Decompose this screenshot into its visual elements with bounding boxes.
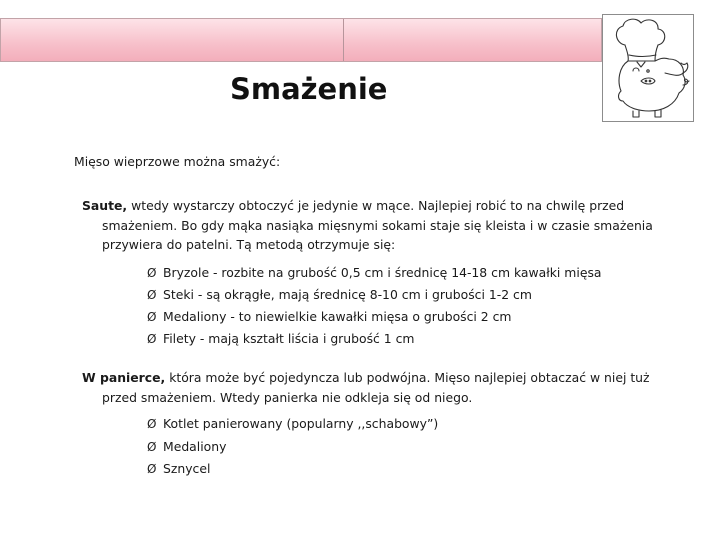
header-banner (0, 18, 602, 62)
list-item-text: Kotlet panierowany (popularny ,,schabowy”) (163, 416, 439, 431)
list-item (147, 284, 602, 306)
saute-line-1 (82, 196, 655, 216)
list-item-text: Steki - są okrągłe, mają średnicę 8-10 cm i grubości 1-2 cm (163, 287, 532, 302)
chef-pig-icon (603, 15, 695, 123)
arrow-bullet-icon: Ø (147, 310, 157, 324)
list-item-text: Medaliony - to niewielkie kawałki mięsa o grubości 2 cm (163, 309, 512, 324)
banner-divider (343, 19, 344, 61)
saute-line-1-text: wtedy wystarczy obtoczyć je jedynie w mące. Najlepiej robić to na chwilę przed (127, 198, 625, 213)
panierka-line-1-text: która może być pojedyncza lub podwójna. Mięso najlepiej obtaczać w niej tuż (165, 370, 650, 385)
arrow-bullet-icon: Ø (147, 417, 157, 431)
arrow-bullet-icon: Ø (147, 288, 157, 302)
arrow-bullet-icon: Ø (147, 439, 157, 454)
list-item (147, 328, 602, 350)
panierka-term: W panierce, (82, 370, 166, 385)
chef-pig-logo (602, 14, 694, 122)
page-title: Smażenie (230, 72, 388, 106)
saute-line-3: przywiera do patelni. Tą metodą otrzymuje się: (102, 237, 396, 252)
panierka-list (147, 413, 438, 481)
list-item (147, 262, 602, 284)
list-item-text: Sznycel (163, 461, 211, 476)
intro-text: Mięso wieprzowe można smażyć: (74, 154, 281, 169)
arrow-bullet-icon: Ø (147, 266, 157, 280)
panierka-line-2: przed smażeniem. Wtedy panierka nie odkleja się od niego. (102, 389, 473, 405)
list-item (147, 436, 438, 459)
list-item-text: Medaliony (163, 438, 227, 454)
saute-term: Saute, (82, 198, 128, 213)
panierka-paragraph (82, 368, 655, 407)
list-item (147, 458, 438, 481)
list-item (147, 306, 602, 328)
saute-list (147, 262, 602, 350)
saute-paragraph (82, 196, 655, 255)
arrow-bullet-icon: Ø (147, 332, 157, 346)
list-item-text: Bryzole - rozbite na grubość 0,5 cm i średnicę 14-18 cm kawałki mięsa (163, 265, 602, 280)
panierka-line-1 (82, 368, 655, 388)
list-item (147, 413, 438, 436)
saute-line-2: smażeniem. Bo gdy mąka nasiąka mięsnymi sokami staje się kleista i w czasie smażenia (102, 217, 653, 233)
arrow-bullet-icon: Ø (147, 462, 157, 476)
list-item-text: Filety - mają kształt liścia i grubość 1 cm (163, 331, 415, 346)
